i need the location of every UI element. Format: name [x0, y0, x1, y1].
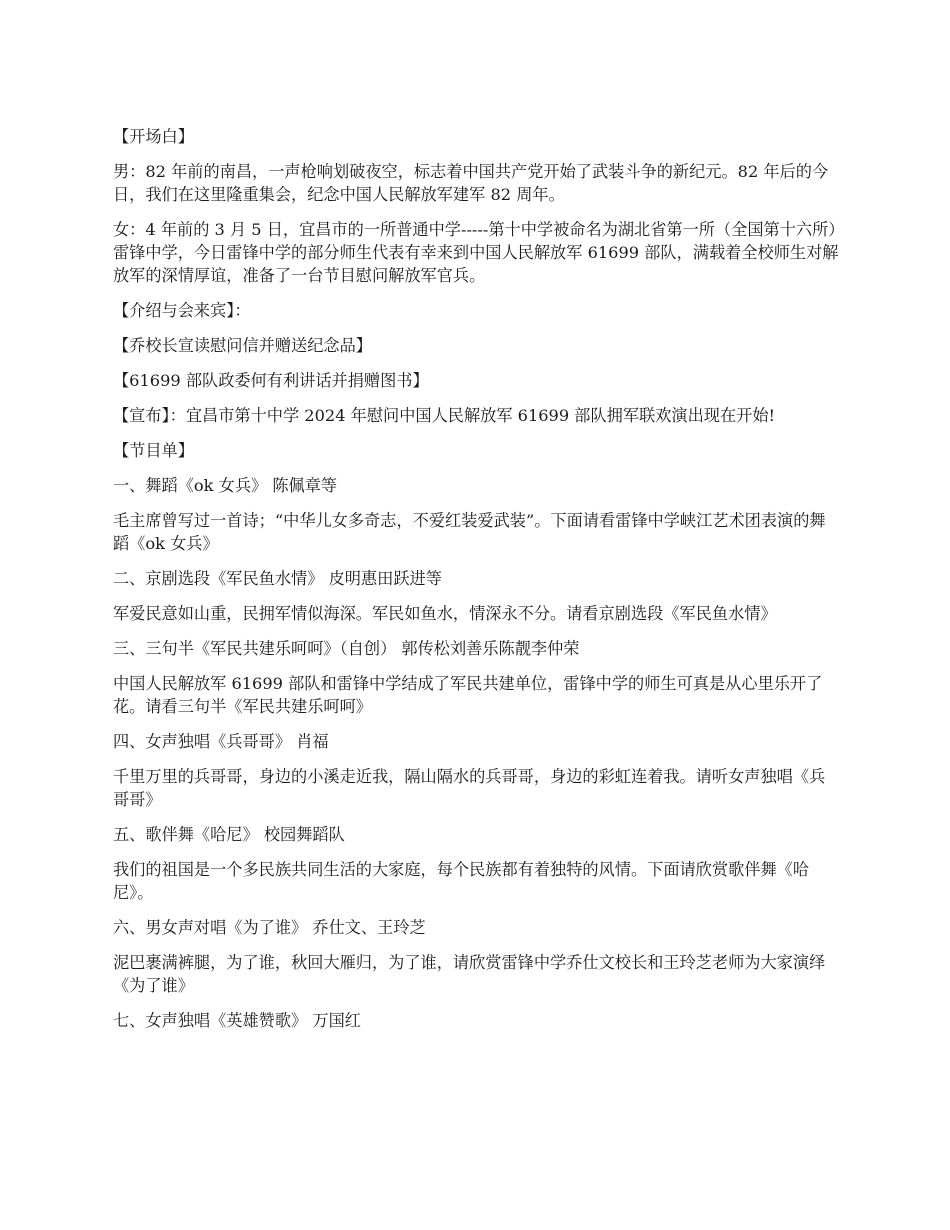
program-item-4-intro: 千里万里的兵哥哥，身边的小溪走近我，隔山隔水的兵哥哥，身边的彩虹连着我。请听女声独唱《兵哥哥》 [113, 767, 826, 809]
program-item-6-intro: 泥巴裹满裤腿，为了谁，秋回大雁归，为了谁，请欣赏雷锋中学乔仕文校长和王玲芝老师为大家演绎《为了谁》 [113, 953, 826, 995]
program-item-1-intro: 毛主席曾写过一首诗；“中华儿女多奇志，不爱红装爱武装”。下面请看雷锋中学峡江艺术团表演的舞蹈《ok 女兵》 [113, 511, 826, 553]
program-item-6-title: 六、男女声对唱《为了谁》 乔仕文、王玲芝 [113, 918, 426, 937]
paragraph-male-opening: 男：82 年前的南昌，一声枪响划破夜空，标志着中国共产党开始了武装斗争的新纪元。82 年后的今日，我们在这里隆重集会，纪念中国人民解放军建军 82 周年。 [113, 162, 829, 204]
program-item-3-intro: 中国人民解放军 61699 部队和雷锋中学结成了军民共建单位，雷锋中学的师生可真是从心里乐开了花。请看三句半《军民共建乐呵呵》 [113, 674, 823, 716]
section-heading-guests: 【介绍与会来宾】： [113, 301, 251, 320]
paragraph-announcement: 【宣布】：宜昌市第十中学 2024 年慰问中国人民解放军 61699 部队拥军联欢演出现在开始! [113, 406, 776, 425]
program-item-2-intro: 军爱民意如山重，民拥军情似海深。军民如鱼水，情深永不分。请看京剧选段《军民鱼水情》 [113, 604, 777, 623]
program-item-2-title: 二、京剧选段《军民鱼水情》 皮明惠田跃进等 [113, 569, 442, 588]
section-heading-program: 【节目单】 [113, 441, 194, 460]
section-heading-commissar: 【61699 部队政委何有利讲话并捐赠图书】 [113, 371, 429, 390]
program-item-5-intro: 我们的祖国是一个多民族共同生活的大家庭，每个民族都有着独特的风情。下面请欣赏歌伴舞《哈尼》。 [113, 860, 810, 902]
section-heading-principal: 【乔校长宣读慰问信并赠送纪念品】 [113, 336, 372, 355]
program-item-1-title: 一、舞蹈《ok 女兵》 陈佩章等 [113, 476, 338, 495]
program-item-3-title: 三、三句半《军民共建乐呵呵》（自创） 郭传松刘善乐陈靓李仲荣 [113, 639, 580, 658]
document-body [113, 125, 840, 1044]
section-heading-opening: 【开场白】 [113, 127, 194, 146]
paragraph-female-opening: 女：4 年前的 3 月 5 日，宜昌市的一所普通中学-----第十中学被命名为湖北省第一所（全国第十六所）雷锋中学，今日雷锋中学的部分师生代表有幸来到中国人民解放军 61699 部队，满载着全校师生对解放军的深情厚谊，准备了一台节目慰问解放军官兵。 [113, 220, 839, 285]
program-item-4-title: 四、女声独唱《兵哥哥》 肖福 [113, 732, 329, 751]
program-item-7-title: 七、女声独唱《英雄赞歌》 万国红 [113, 1011, 361, 1030]
program-item-5-title: 五、歌伴舞《哈尼》 校园舞蹈队 [113, 825, 345, 844]
